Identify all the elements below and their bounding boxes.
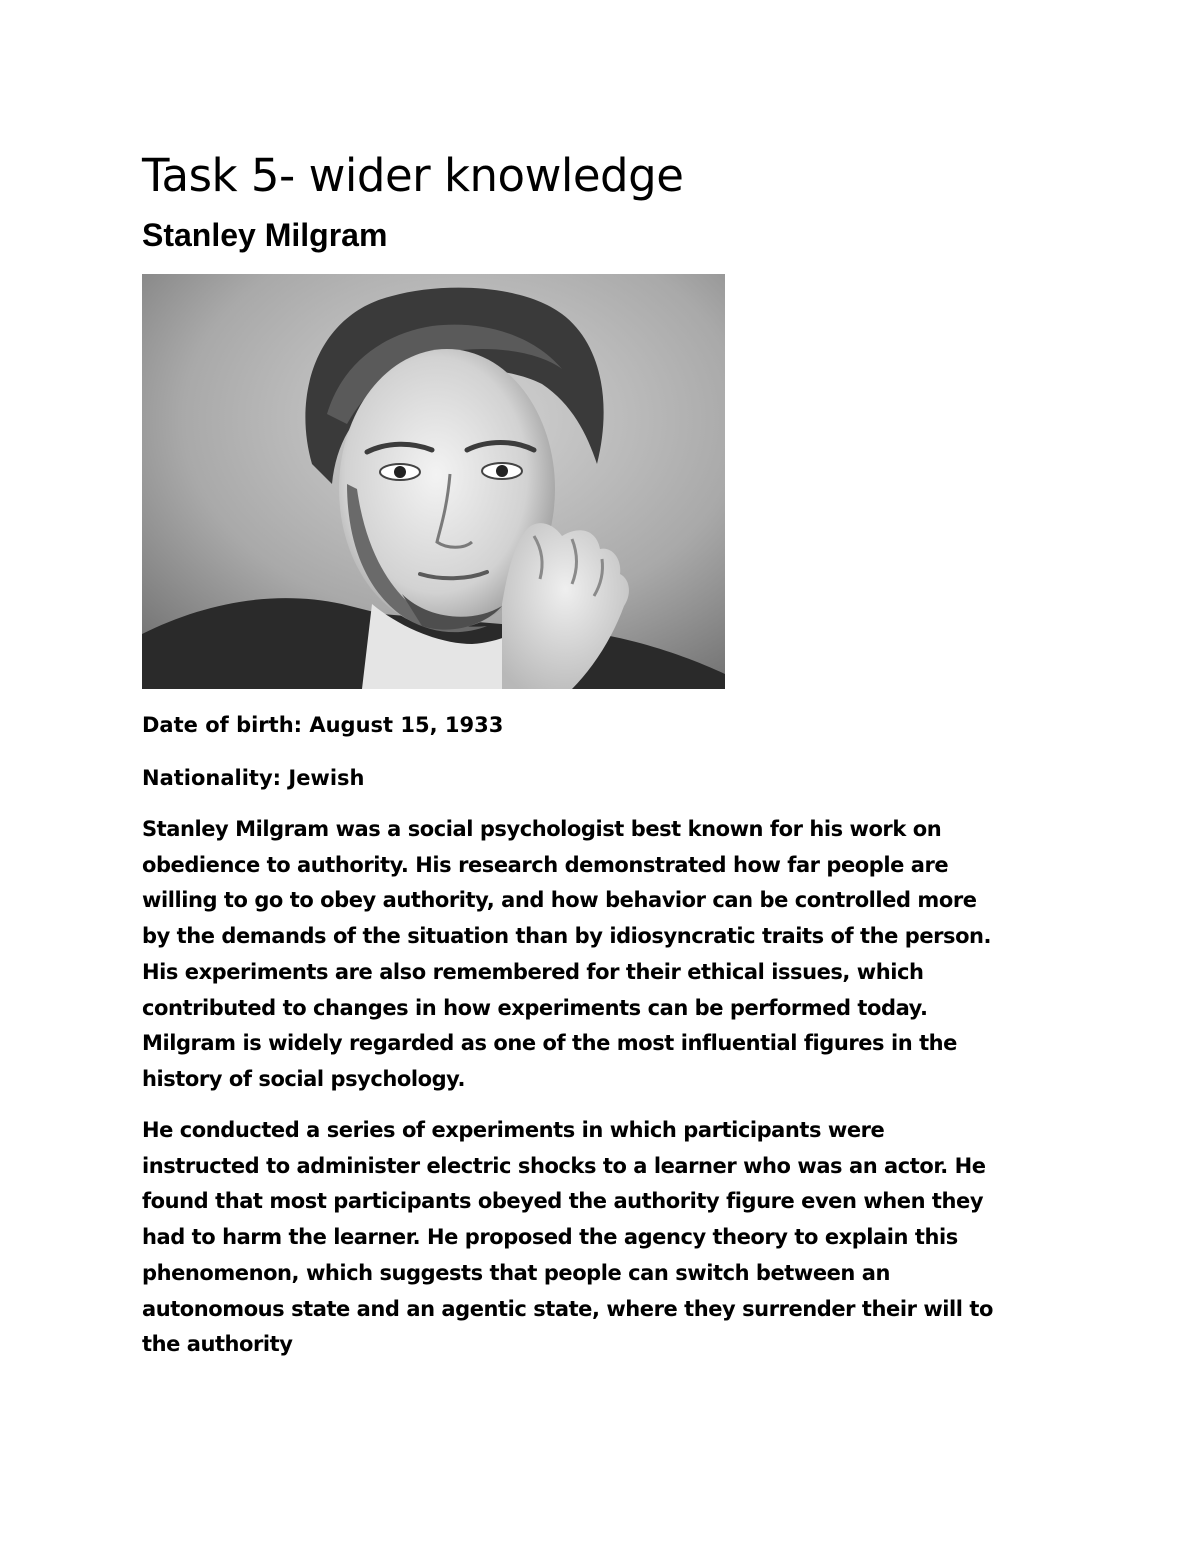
paragraph-line: history of social psychology.	[142, 1066, 465, 1091]
page-title: Task 5- wider knowledge	[142, 149, 684, 202]
nationality-label: Nationality:	[142, 766, 282, 790]
paragraph-line: the authority	[142, 1332, 293, 1357]
paragraph-line: had to harm the learner. He proposed the agency theory to explain this	[142, 1225, 958, 1250]
dob-label: Date of birth:	[142, 713, 303, 737]
nationality-value: Jewish	[288, 766, 365, 790]
dob-value: August 15, 1933	[309, 713, 504, 737]
paragraph-line: by the demands of the situation than by idiosyncratic traits of the person.	[142, 924, 992, 949]
paragraph-line: instructed to administer electric shocks to a learner who was an actor. He	[142, 1153, 986, 1178]
paragraph-line: Milgram is widely regarded as one of the most influential figures in the	[142, 1031, 957, 1056]
paragraph-line: willing to go to obey authority, and how behavior can be controlled more	[142, 888, 977, 913]
portrait-photo	[142, 274, 725, 689]
paragraph-line: contributed to changes in how experiments can be performed today.	[142, 995, 928, 1020]
paragraph-line: obedience to authority. His research demonstrated how far people are	[142, 852, 949, 877]
paragraph-line: Stanley Milgram was a social psychologist best known for his work on	[142, 817, 942, 841]
person-name-heading: Stanley Milgram	[142, 217, 388, 253]
biography-paragraph	[142, 812, 1072, 1098]
date-of-birth-line	[142, 711, 503, 739]
paragraph-line: found that most participants obeyed the authority figure even when they	[142, 1189, 984, 1214]
experiments-paragraph	[142, 1113, 1072, 1363]
paragraph-line: autonomous state and an agentic state, where they surrender their will to	[142, 1296, 993, 1321]
paragraph-line: His experiments are also remembered for their ethical issues, which	[142, 959, 924, 984]
paragraph-line: He conducted a series of experiments in which participants were	[142, 1118, 885, 1142]
nationality-line	[142, 764, 364, 792]
paragraph-line: phenomenon, which suggests that people can switch between an	[142, 1260, 891, 1285]
